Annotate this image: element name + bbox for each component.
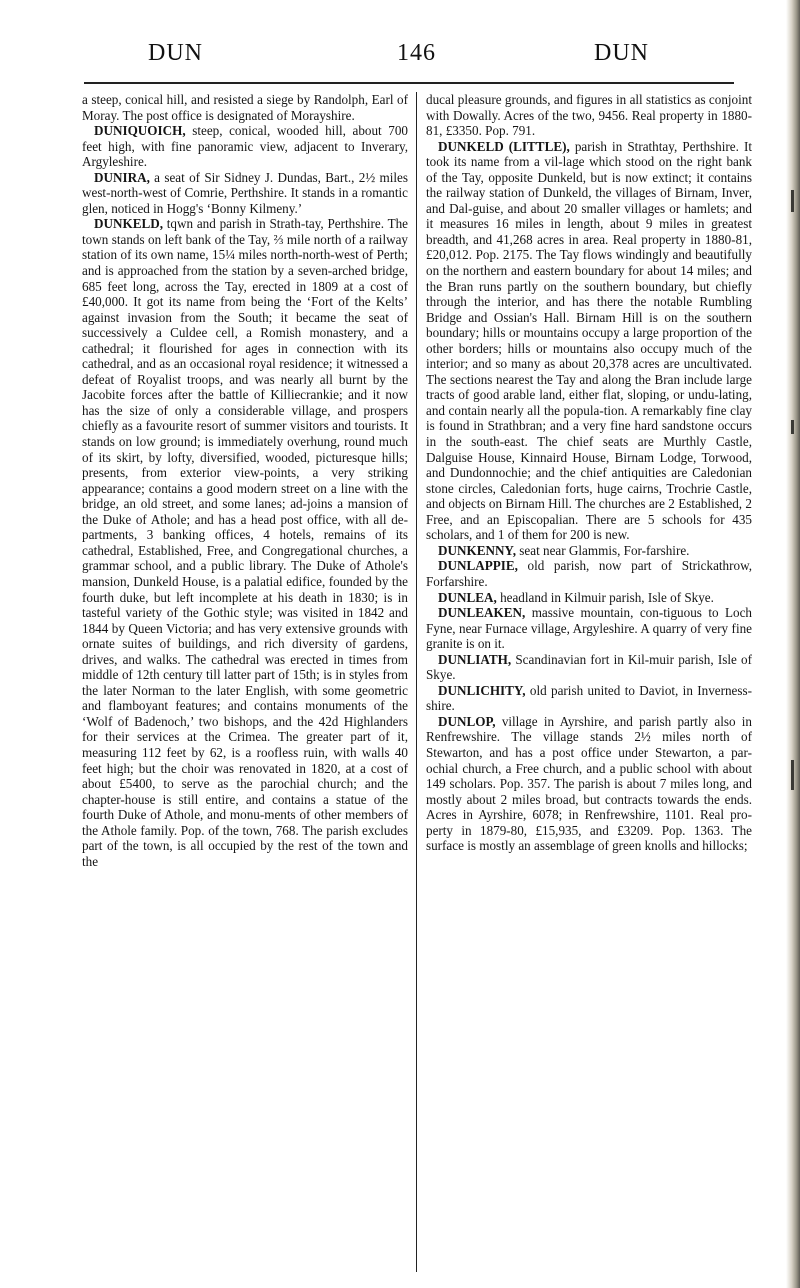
- entry-headword: DUNLAPPIE,: [438, 558, 518, 574]
- left-column: [82, 92, 408, 869]
- entry-text: village in Ayrshire, and parish partly also in Renfrewshire. The village stands 2½ miles north of Stewarton, and has a post office under Stewarton, a par-ochial church, a Free church, and a public school with about 149 scholars. Pop. 357. The parish is about 7 miles long, and mostly about 2 miles broad, but contracts towards the ends. Acres in Ayrshire, 6078; in Renfrewshire, 1101. Real pro-perty in 1879-80, £15,935, and £3209. Pop. 1363. The surface is mostly an assemblage of green knolls and hillocks;: [426, 713, 752, 854]
- gazetteer-entry: [426, 139, 752, 543]
- entry-text: seat near Glammis, For-farshire.: [516, 542, 690, 558]
- entry-headword: DUNLEAKEN,: [438, 605, 526, 621]
- page-number: 146: [397, 40, 436, 66]
- page-edge-shadow: [786, 0, 800, 1288]
- entry-headword: DUNIQUOICH,: [94, 123, 186, 139]
- gazetteer-entry: [426, 543, 752, 559]
- right-column: [426, 92, 752, 854]
- entry-headword: DUNLOP,: [438, 713, 496, 729]
- header-left-word: DUN: [148, 40, 203, 66]
- entry-headword: DUNLICHITY,: [438, 682, 526, 698]
- gazetteer-entry: [426, 652, 752, 683]
- entry-text: headland in Kilmuir parish, Isle of Skye.: [496, 589, 714, 605]
- entry-text: massive mountain, con-tiguous to Loch Fyne, near Furnace village, Argyleshire. A quarry of very fine granite is on it.: [426, 605, 752, 652]
- gazetteer-entry: [426, 714, 752, 854]
- gazetteer-entry: [426, 683, 752, 714]
- edge-mark: [791, 190, 794, 212]
- entry-headword: DUNKELD,: [94, 216, 163, 232]
- gazetteer-entry: [82, 123, 408, 170]
- entry-text: a seat of Sir Sidney J. Dundas, Bart., 2½ miles west-north-west of Comrie, Perthshire. It stands in a romantic glen, noticed in Hogg's ‘Bonny Kilmeny.’: [82, 169, 408, 216]
- header-rule: [84, 82, 734, 84]
- column-divider: [416, 92, 417, 1272]
- gazetteer-entry: [426, 605, 752, 652]
- entry-headword: DUNLEA,: [438, 589, 497, 605]
- edge-mark: [791, 420, 794, 434]
- entry-headword: DUNIRA,: [94, 169, 150, 185]
- entry-headword: DUNKENNY,: [438, 542, 517, 558]
- edge-mark: [791, 760, 794, 790]
- continuation-text: ducal pleasure grounds, and figures in all statistics as conjoint with Dowally. Acres of the two, 9456. Real property in 1880-81, £3350. Pop. 791.: [426, 92, 752, 139]
- entry-text: steep, conical, wooded hill, about 700 feet high, with fine panoramic view, adjacent to Inverary, Argyleshire.: [82, 123, 408, 170]
- entry-headword: DUNKELD (LITTLE),: [438, 138, 570, 154]
- entry-text: Scandinavian fort in Kil-muir parish, Isle of Skye.: [426, 651, 752, 683]
- gazetteer-entry: [82, 216, 408, 869]
- gazetteer-entry: [426, 590, 752, 606]
- entry-text: parish in Strathtay, Perthshire. It took its name from a vil-lage which stood on the right bank of the Tay, opposite Dunkeld, but is now extinct; it contains the railway station of Dunkeld, the villages of Birnam, Inver, and Dal-guise, and about 20 smaller villages or hamlets; and it measures 16 miles in length, about 9 miles in greatest breadth, and 41,268 acres in area. Real property in 1880-81, £20,012. Pop. 2175. The Tay flows windingly and beautifully on the northern and eastern boundary for about 14 miles; and the Bran runs partly on the southern boundary, but chiefly through the interior, and has there the notable Rumbling Bridge and Ossian's Hall. Birnam Hill is on the southern boundary; hills or mountains occupy a large proportion of the other borders; hills or mountains also occupy much of the interior; and so many as about 20,378 acres are uncultivated. The sections nearest the Tay and along the Bran include large tracts of good arable land, either flat, sloping, or undu-lating, and contain nearly all the popula-tion. A remarkably fine clay is found in Strathbran; and a very fine hard sandstone occurs in the south-east. The chief seats are Murthly Castle, Dalguise House, Kinnaird House, Birnam Lodge, Torwood, and Dundonnochie; and the chief antiquities are Caledonian stone circles, Caledonian forts, huge cairns, Trochrie Castle, and objects on Birnam Hill. The churches are 2 Established, 2 Free, and an Episcopalian. There are 5 schools for 435 scholars, and 1 of them for 200 is new.: [426, 138, 752, 543]
- entry-headword: DUNLIATH,: [438, 651, 512, 667]
- gazetteer-entry: [426, 558, 752, 589]
- entry-text: tqwn and parish in Strath-tay, Perthshire. The town stands on left bank of the Tay, ⅔ mile north of a railway station of its own name, 15¼ miles north-north-west of Perth; and is approached from the station by a seven-arched bridge, 685 feet long, across the Tay, erected in 1809 at a cost of £40,000. It got its name from being the ‘Fort of the Kelts’ against invasion from the South; it became the seat of successively a Culdee cell, a Romish monastery, and a cathedral; it flourished for ages in connection with its cathedral, and as an occasional royal residence; it witnessed a defeat of Royalist troops, and was nearly all burnt by the Jacobite forces after the battle of Killiecrankie; and it now has the size of only a considerable village, and prospers chiefly as a favourite resort of summer visitors and tourists. It stands on low ground; is immediately overhung, round much of its skirt, by lofty, diversified, wooded, picturesque hills; presents, from exterior view-points, a very striking appearance; contains a good modern street on a line with the bridge, an old street, and some lanes; ad-joins a mansion of the Duke of Athole; and has a head post office, with all de-partments, 3 banking offices, 4 hotels, remains of its cathedral, Established, Free, and Congregational churches, a grammar school, and a public library. The Duke of Athole's mansion, Dunkeld House, is a palatial edifice, founded by the fourth duke, but left incomplete at his death in 1830; is in tasteful variety of the Gothic style; was visited in 1842 and 1844 by Queen Victoria; and has very extensive grounds with ornate suites of buildings, and rich diversity of gardens, drives, and walks. The cathedral was erected in times from middle of 12th century till latter part of 15th; is in styles from the later Norman to the later English, with some geometric and flamboyant features; and contains monuments of the ‘Wolf of Badenoch,’ two bishops, and the 42d Highlanders for their services at the Crimea. The greater part of it, measuring 112 feet by 62, is a roofless ruin, with walls 40 feet high; but the choir was renovated in 1820, at a cost of about £5400, to serve as the parochial church; and the chapter-house is still entire, and contains a statue of the fourth Duke of Athole, and monu-ments of other members of the Athole family. Pop. of the town, 768. The parish excludes part of the town, is all occupied by the rest of the town and the: [82, 216, 408, 869]
- entry-text: old parish, now part of Strickathrow, Forfarshire.: [426, 558, 752, 589]
- gazetteer-entry: [82, 170, 408, 217]
- running-header: [84, 40, 734, 80]
- entry-text: old parish united to Daviot, in Inverness-shire.: [426, 682, 752, 714]
- continuation-text: a steep, conical hill, and resisted a siege by Randolph, Earl of Moray. The post office is designated of Morayshire.: [82, 92, 408, 123]
- header-right-word: DUN: [594, 40, 649, 66]
